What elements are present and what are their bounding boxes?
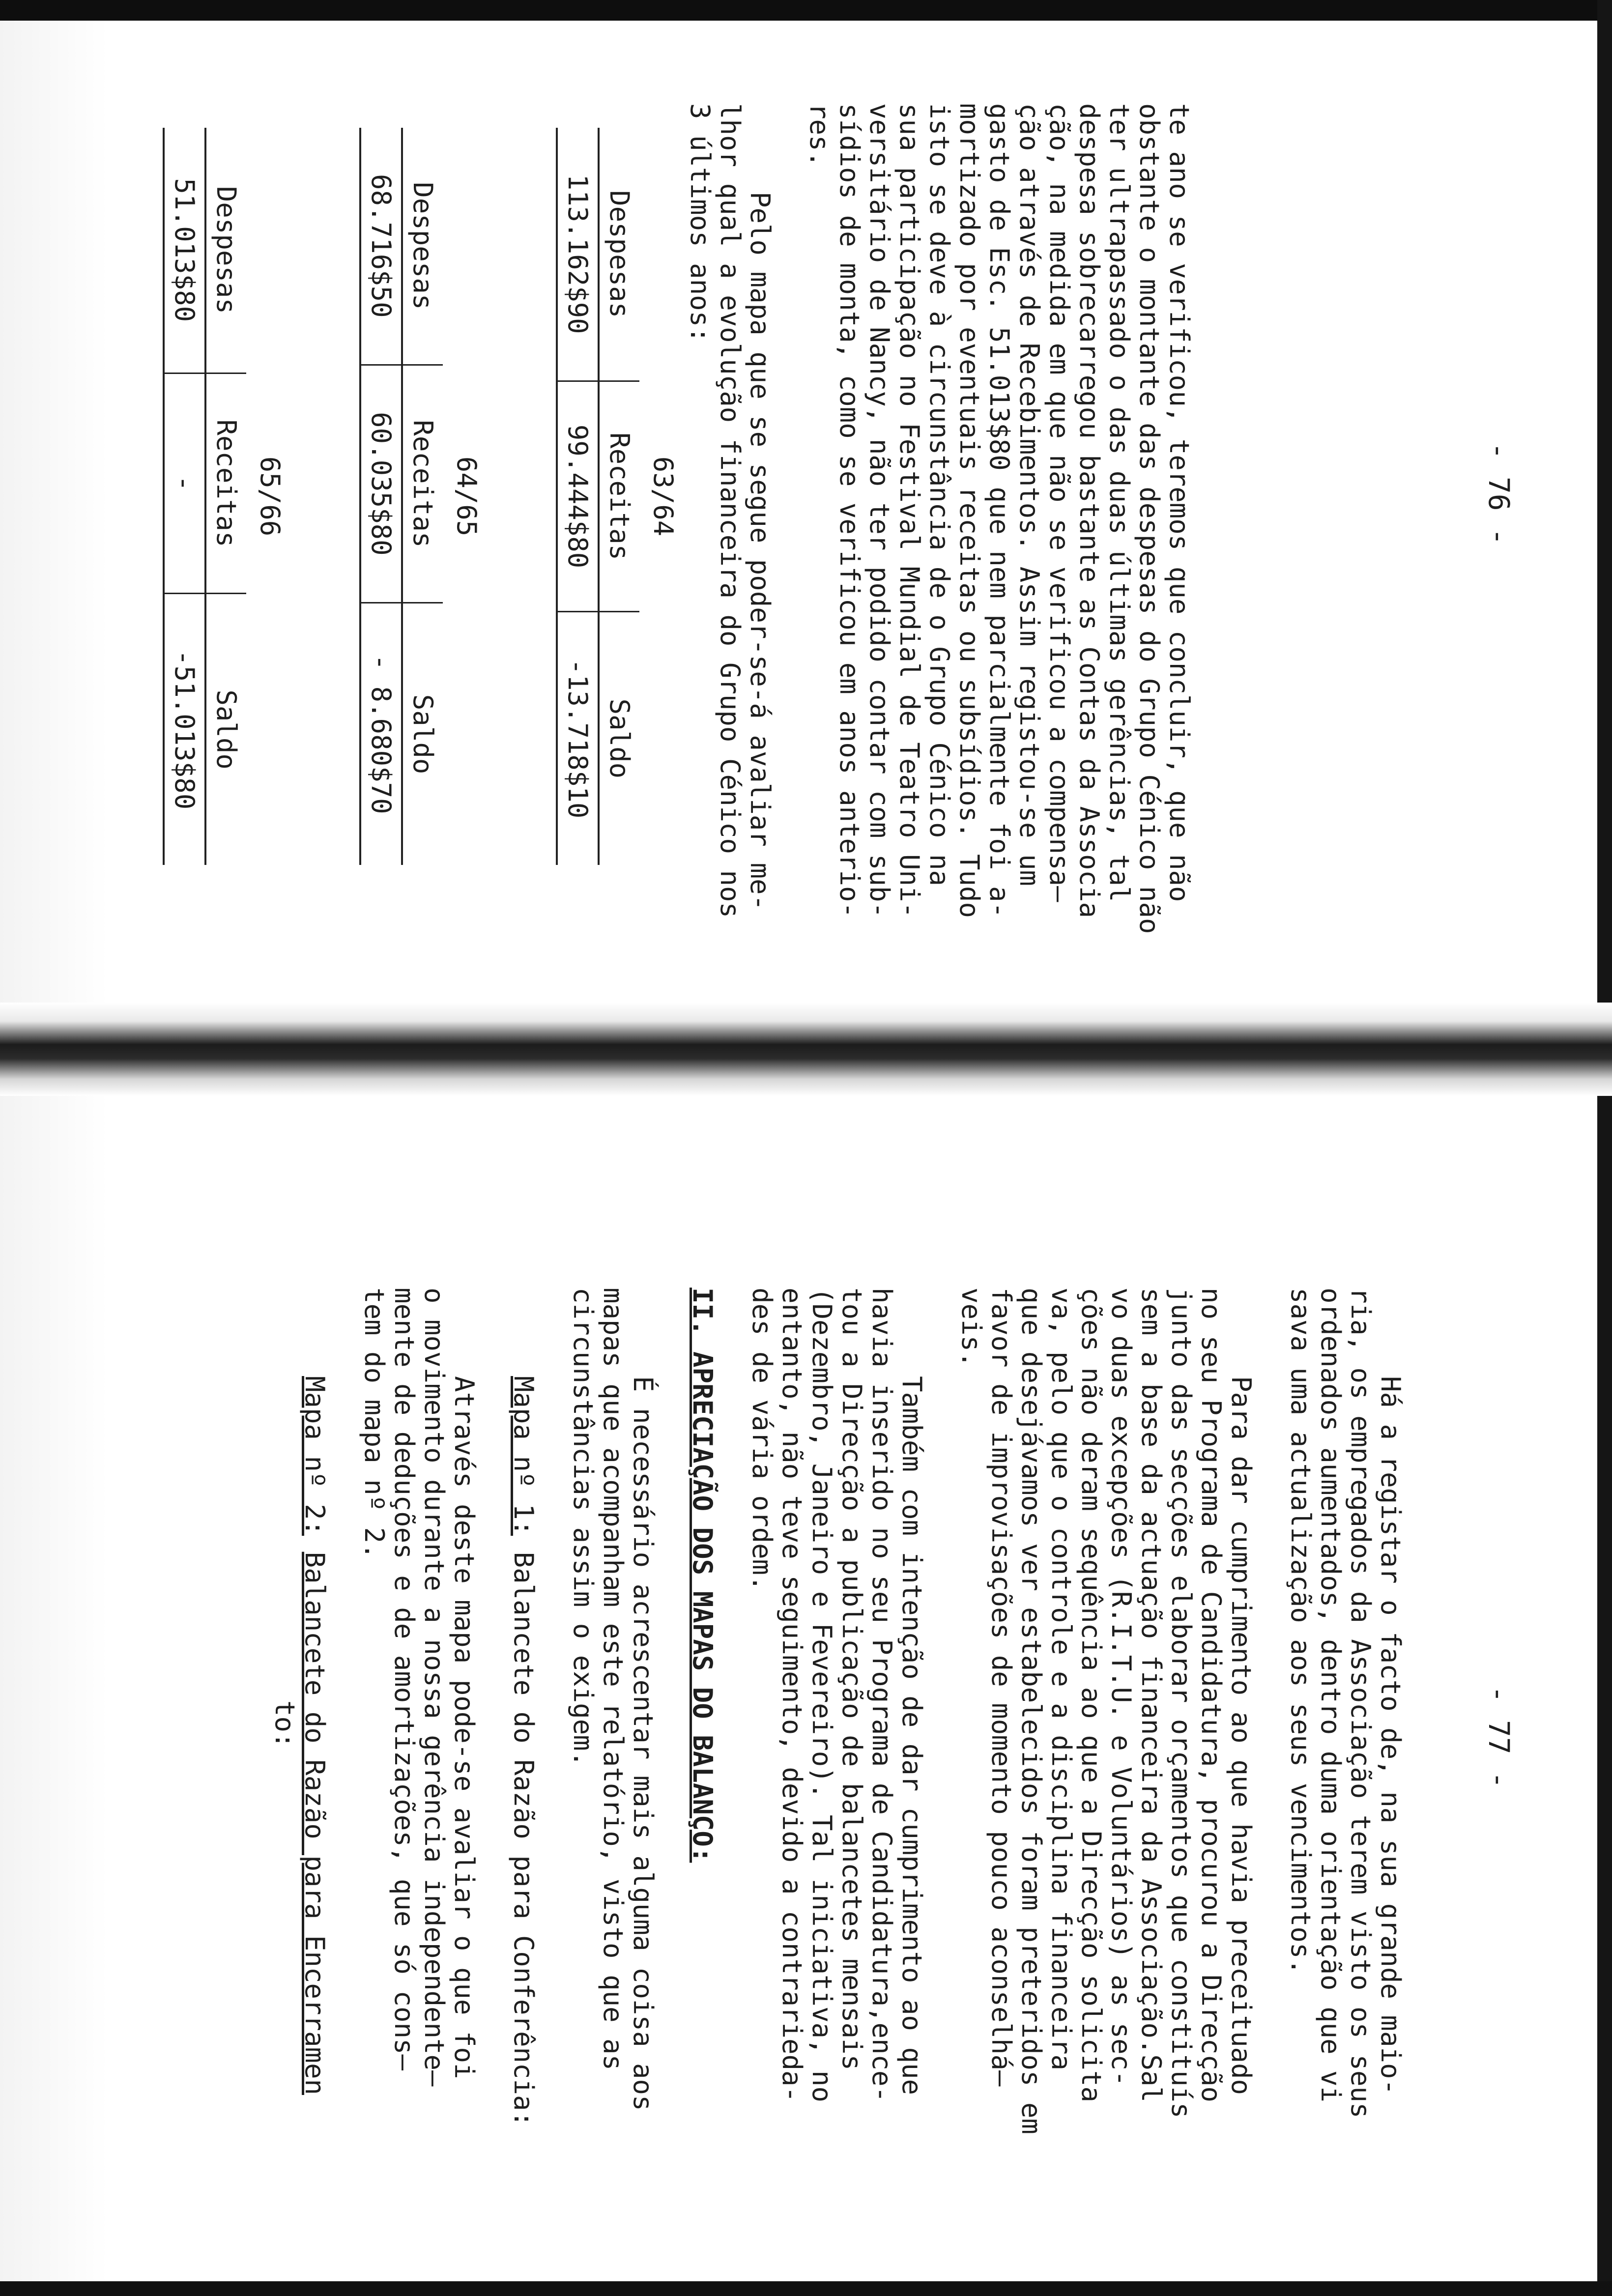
- cell-despesas: 68.716$50: [360, 128, 402, 365]
- finance-table: [163, 128, 246, 865]
- table-63-64: [556, 128, 678, 865]
- cell-saldo: -13.718$10: [557, 611, 599, 865]
- finance-table: [556, 128, 639, 865]
- col-receitas: Receitas: [599, 381, 639, 612]
- map-2-label: Mapa nº 2:: [299, 1376, 330, 1536]
- paragraph-orcamentos: Para dar cumprimento ao que havia preceituado no seu Programa de Candidatura, procurou a Direcção junto das secções elaborar orçamentos que constituís sem a base da actuação financeira da Associação.Sal vo duas excepções (R.I.T.U. e Voluntários) as sec- ções não deram sequência ao que a Direcção solicita va, pelo que o controle e a disciplina financeira que desejávamos ver estabelecidos foram preteridos em favor de improvisações de momento pouco aconselhá— veis.: [956, 1288, 1257, 2135]
- col-receitas: Receitas: [402, 365, 443, 603]
- paragraph-mapas: É necessário acrescentar mais alguma coisa aos mapas que acompanham este relatório, visto que as circunstâncias assim o exigem.: [568, 1288, 659, 2111]
- map-2-title: Balancete do Razão para Encerramen: [299, 1551, 330, 2095]
- col-despesas: Despesas: [599, 128, 639, 381]
- finance-table: [359, 128, 443, 865]
- table-65-66: [163, 128, 285, 865]
- table-year: 65/66: [255, 456, 286, 537]
- col-receitas: Receitas: [205, 373, 246, 594]
- page-number: - 77 -: [1482, 1686, 1516, 1789]
- map-1-title: Balancete do Razão para Conferência:: [508, 1551, 539, 2127]
- col-saldo: Saldo: [599, 611, 639, 865]
- table-year: 64/65: [451, 456, 482, 537]
- cell-receitas: 99.444$80: [557, 381, 599, 612]
- map-1-label: Mapa nº 1:: [508, 1376, 539, 1536]
- paragraph-mapa-intro: Pelo mapa que se segue poder-se-á avaliar me- lhor qual a evolução financeira do Grupo Cénico nos 3 últimos anos:: [685, 103, 776, 918]
- paragraph-mapa-1: Através deste mapa pode-se avaliar o que foi o movimento durante a nossa gerência independente— mente de deduções e de amortizações, que só cons— tem do mapa nº 2.: [359, 1288, 480, 2087]
- cell-saldo: -51.013$80: [164, 594, 205, 865]
- paragraph-grupo-cenico: te ano se verificou, teremos que concluir, que não obstante o montante das despesas do Grupo Cénico não ter ultrapassado o das duas últimas gerências, tal despesa sobrecarregou bastante as Contas da Associa ção, na medida em que não se verificou a compensa— ção através de Recebimentos. Assim registou-se um gasto de Esc. 51.013$80 que nem parcialmente foi a- mortizado por eventuais receitas ou subsídios. Tudo isto se deve à circunstância de o Grupo Cénico na sua participação no Festival Mundial de Teatro Uni- versitário de Nancy, não ter podido contar com sub- sídios de monta, como se verificou em anos anterio- res.: [804, 103, 1195, 934]
- cell-receitas: 60.035$80: [360, 365, 402, 603]
- cell-despesas: 51.013$80: [164, 128, 205, 373]
- paragraph-empregados: Há a registar o facto de, na sua grande maio- ria, os empregados da Associação terem visto os seus ordenados aumentados, dentro duma orientação que vi sava uma actualização aos seus vencimentos.: [1285, 1288, 1406, 2119]
- col-saldo: Saldo: [402, 603, 443, 865]
- cell-receitas: -: [164, 373, 205, 594]
- col-saldo: Saldo: [205, 594, 246, 865]
- map-2-heading: [300, 1288, 330, 2192]
- table-64-65: [359, 128, 482, 865]
- table-year: 63/64: [648, 456, 679, 537]
- map-2-title-continued: to:: [269, 1700, 300, 1749]
- col-despesas: Despesas: [205, 128, 246, 373]
- paragraph-balancetes: Também com intenção de dar cumprimento ao que havia inserido no seu Programa de Candidatura,ence- tou a Direcção a publicação de balancetes mensais (Dezembro, Janeiro e Fevereiro). Tal iniciativa, no entanto, não teve seguimento, devido a contrarieda- des de vária ordem.: [747, 1288, 927, 2103]
- section-heading: II. APRECIAÇÃO DOS MAPAS DO BALANÇO:: [687, 1288, 718, 1863]
- col-despesas: Despesas: [402, 128, 443, 365]
- page-76: [0, 0, 1612, 1003]
- page-body: [685, 103, 1194, 939]
- cell-despesas: 113.162$90: [557, 128, 599, 381]
- cell-saldo: - 8.680$70: [360, 603, 402, 865]
- page-77: [0, 1096, 1612, 2296]
- map-1-heading: [509, 1288, 539, 2192]
- page-number: - 76 -: [1482, 442, 1516, 545]
- page-body: [270, 1288, 1406, 2192]
